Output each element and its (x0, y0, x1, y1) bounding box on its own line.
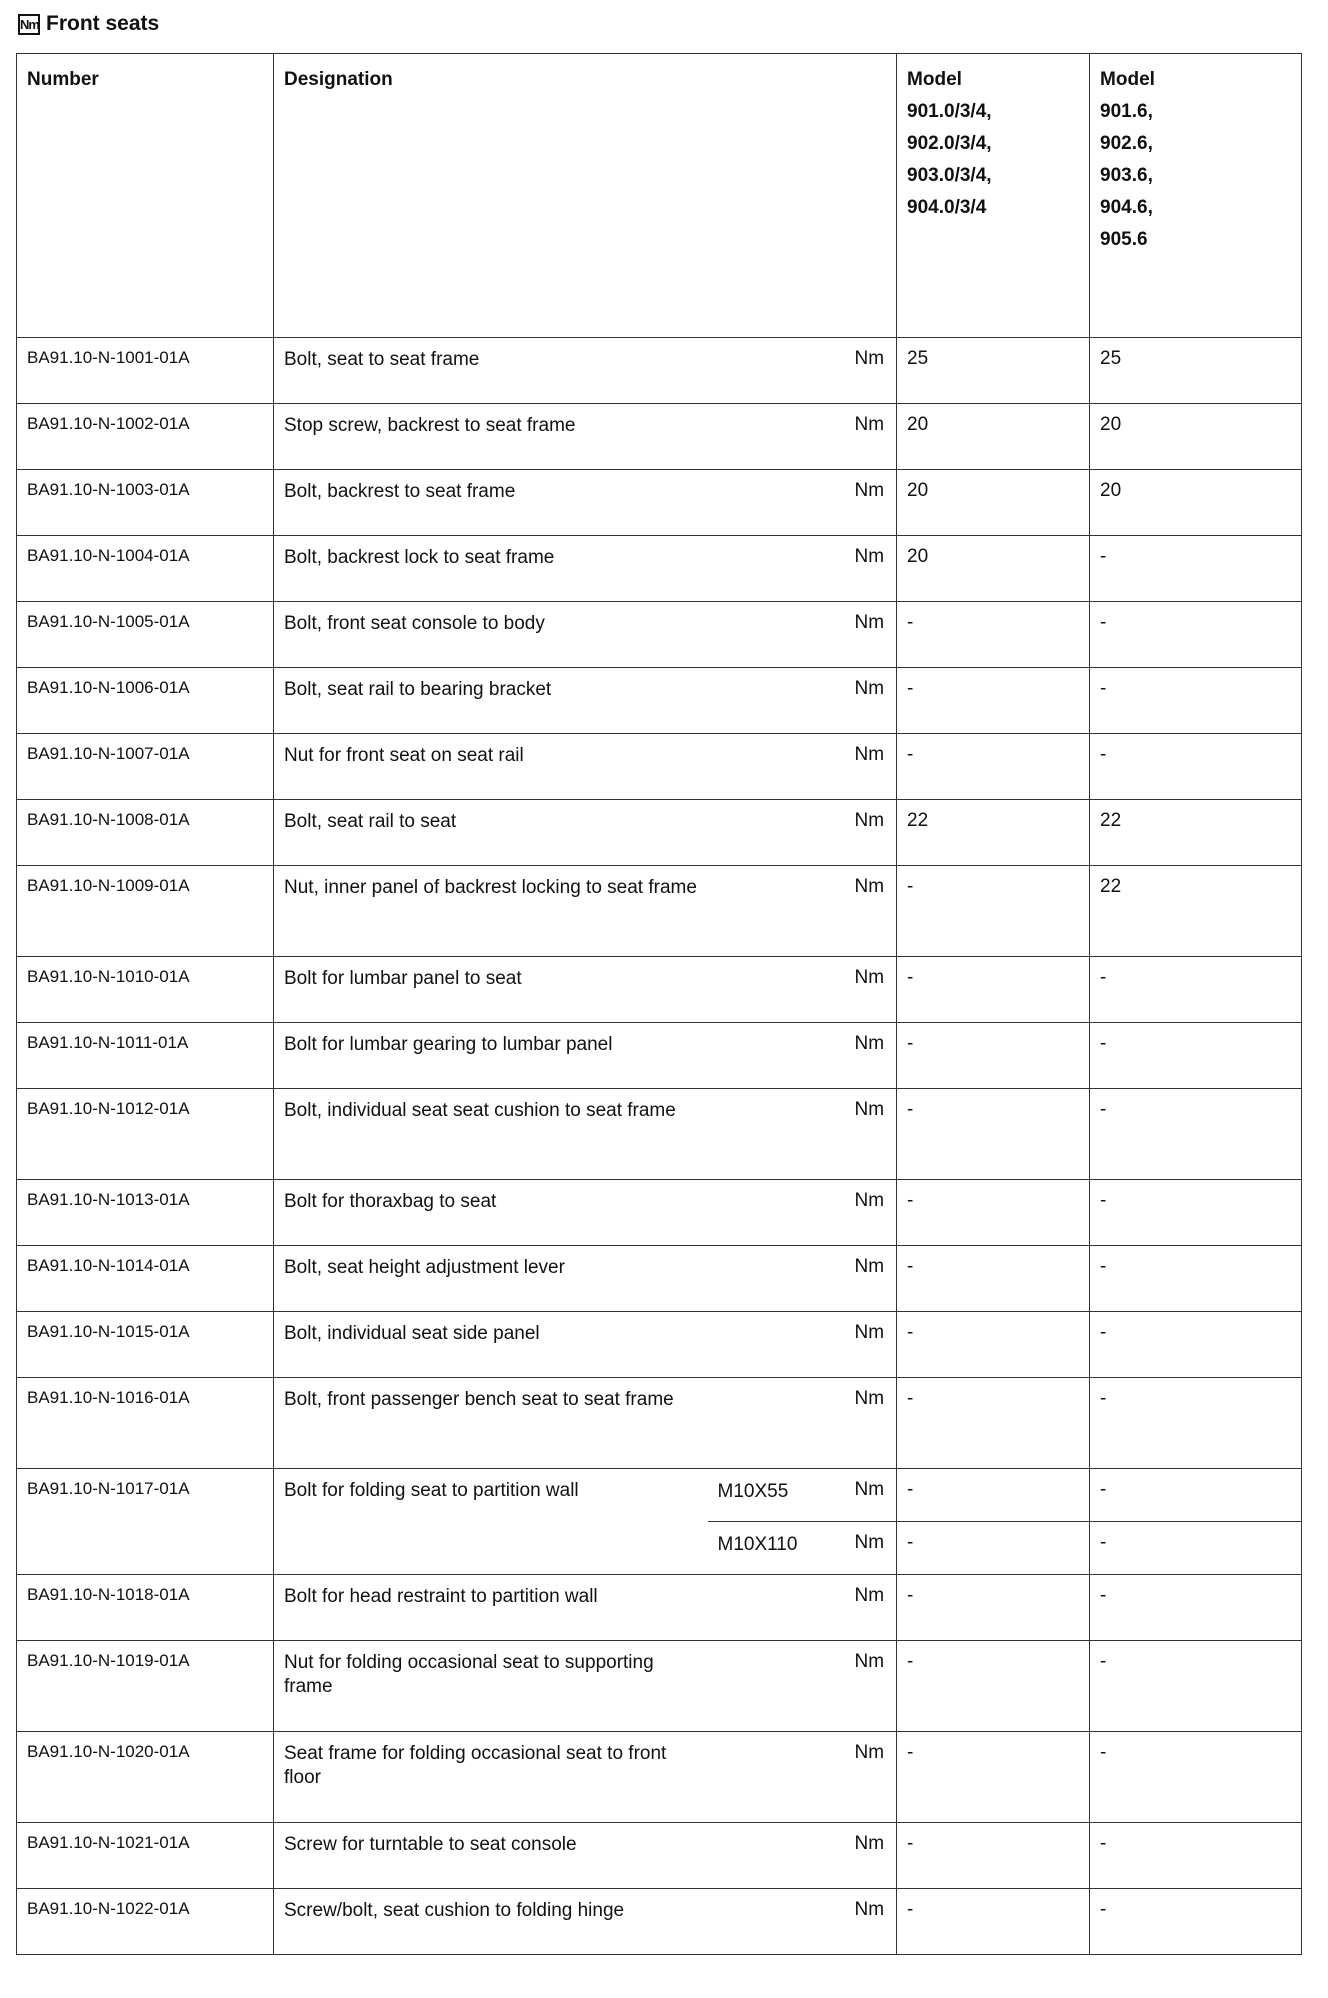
row-unit: Nm (817, 1522, 897, 1575)
row-unit: Nm (817, 338, 897, 404)
header-designation: Designation (274, 54, 897, 338)
table-row (17, 957, 1302, 1023)
row-size: M10X55 (708, 1469, 817, 1522)
row-model-1-value: - (897, 1732, 1090, 1823)
table-row (17, 800, 1302, 866)
row-designation: Bolt, backrest to seat frame (274, 470, 817, 536)
row-model-1-value: - (897, 1575, 1090, 1641)
table-row (17, 1312, 1302, 1378)
table-row (17, 1180, 1302, 1246)
row-model-2-value: - (1090, 1522, 1302, 1575)
row-model-1-value: - (897, 957, 1090, 1023)
row-model-1-value: - (897, 1023, 1090, 1089)
row-model-2-value: - (1090, 734, 1302, 800)
row-model-1-value: 22 (897, 800, 1090, 866)
row-number: BA91.10-N-1015-01A (17, 1312, 274, 1378)
table-row (17, 1023, 1302, 1089)
row-model-1-value: - (897, 1823, 1090, 1889)
table-row (17, 338, 1302, 404)
row-number: BA91.10-N-1010-01A (17, 957, 274, 1023)
row-model-2-value: - (1090, 1732, 1302, 1823)
row-model-2-value: - (1090, 1889, 1302, 1955)
row-designation: Bolt, seat height adjustment lever (274, 1246, 817, 1312)
row-designation: Bolt for head restraint to partition wall (274, 1575, 817, 1641)
row-model-2-value: 25 (1090, 338, 1302, 404)
row-number: BA91.10-N-1022-01A (17, 1889, 274, 1955)
row-model-2-value: - (1090, 1823, 1302, 1889)
row-unit: Nm (817, 866, 897, 957)
row-model-2-value: - (1090, 957, 1302, 1023)
row-unit: Nm (817, 1469, 897, 1522)
row-unit: Nm (817, 1089, 897, 1180)
row-unit: Nm (817, 1023, 897, 1089)
row-number: BA91.10-N-1018-01A (17, 1575, 274, 1641)
row-model-2-value: 22 (1090, 800, 1302, 866)
row-designation: Bolt for thoraxbag to seat (274, 1180, 817, 1246)
row-designation: Bolt, seat rail to bearing bracket (274, 668, 817, 734)
table-row (17, 1823, 1302, 1889)
row-model-2-value: - (1090, 536, 1302, 602)
row-unit: Nm (817, 1732, 897, 1823)
row-model-2-value: - (1090, 1469, 1302, 1522)
row-model-1-value: - (897, 668, 1090, 734)
row-number: BA91.10-N-1014-01A (17, 1246, 274, 1312)
row-unit: Nm (817, 800, 897, 866)
row-model-1-value: - (897, 866, 1090, 957)
row-designation: Bolt, front seat console to body (274, 602, 817, 668)
row-unit: Nm (817, 1889, 897, 1955)
row-designation: Bolt for folding seat to partition wall (274, 1469, 708, 1575)
row-model-2-value: - (1090, 602, 1302, 668)
row-unit: Nm (817, 957, 897, 1023)
row-number: BA91.10-N-1013-01A (17, 1180, 274, 1246)
row-number: BA91.10-N-1011-01A (17, 1023, 274, 1089)
row-model-2-value: - (1090, 1089, 1302, 1180)
row-designation: Bolt, front passenger bench seat to seat frame (274, 1378, 817, 1469)
row-model-1-value: - (897, 1246, 1090, 1312)
row-number: BA91.10-N-1001-01A (17, 338, 274, 404)
table-row (17, 1089, 1302, 1180)
row-designation: Bolt for lumbar gearing to lumbar panel (274, 1023, 817, 1089)
header-model-2: Model 901.6, 902.6, 903.6, 904.6, 905.6 (1090, 54, 1302, 338)
page-title: Front seats (46, 12, 160, 35)
row-number: BA91.10-N-1006-01A (17, 668, 274, 734)
row-unit: Nm (817, 1246, 897, 1312)
row-size: M10X110 (708, 1522, 817, 1575)
row-designation: Screw/bolt, seat cushion to folding hinge (274, 1889, 817, 1955)
row-unit: Nm (817, 602, 897, 668)
row-designation: Stop screw, backrest to seat frame (274, 404, 817, 470)
row-designation: Bolt, individual seat side panel (274, 1312, 817, 1378)
row-unit: Nm (817, 734, 897, 800)
row-model-2-value: - (1090, 1378, 1302, 1469)
page-header (18, 10, 159, 38)
row-unit: Nm (817, 404, 897, 470)
row-designation: Bolt, backrest lock to seat frame (274, 536, 817, 602)
row-model-1-value: - (897, 602, 1090, 668)
row-unit: Nm (817, 1180, 897, 1246)
row-model-2-value: - (1090, 1312, 1302, 1378)
row-model-1-value: - (897, 1522, 1090, 1575)
table-row (17, 734, 1302, 800)
row-model-1-value: - (897, 1641, 1090, 1732)
table-row (17, 668, 1302, 734)
table-row (17, 602, 1302, 668)
row-designation: Bolt, individual seat seat cushion to seat frame (274, 1089, 817, 1180)
table-row (17, 404, 1302, 470)
row-unit: Nm (817, 470, 897, 536)
row-number: BA91.10-N-1021-01A (17, 1823, 274, 1889)
row-number: BA91.10-N-1008-01A (17, 800, 274, 866)
row-designation: Bolt for lumbar panel to seat (274, 957, 817, 1023)
table-row (17, 536, 1302, 602)
row-number: BA91.10-N-1009-01A (17, 866, 274, 957)
row-model-2-value: 20 (1090, 470, 1302, 536)
row-unit: Nm (817, 1575, 897, 1641)
table-row (17, 1732, 1302, 1823)
row-designation: Bolt, seat rail to seat (274, 800, 817, 866)
row-unit: Nm (817, 1823, 897, 1889)
row-unit: Nm (817, 536, 897, 602)
table-row (17, 470, 1302, 536)
table-row (17, 866, 1302, 957)
row-number: BA91.10-N-1020-01A (17, 1732, 274, 1823)
row-model-1-value: - (897, 1469, 1090, 1522)
row-model-1-value: - (897, 734, 1090, 800)
row-model-2-value: - (1090, 668, 1302, 734)
row-unit: Nm (817, 1378, 897, 1469)
row-designation: Nut for folding occasional seat to supporting frame (274, 1641, 817, 1732)
row-designation: Seat frame for folding occasional seat to front floor (274, 1732, 817, 1823)
row-model-1-value: - (897, 1089, 1090, 1180)
table-row (17, 1575, 1302, 1641)
table-row (17, 1889, 1302, 1955)
row-designation: Nut for front seat on seat rail (274, 734, 817, 800)
row-model-1-value: 20 (897, 470, 1090, 536)
row-number: BA91.10-N-1012-01A (17, 1089, 274, 1180)
header-model-1: Model 901.0/3/4, 902.0/3/4, 903.0/3/4, 904.0/3/4 (897, 54, 1090, 338)
table-row (17, 1246, 1302, 1312)
row-model-2-value: 20 (1090, 404, 1302, 470)
row-unit: Nm (817, 1312, 897, 1378)
row-model-1-value: - (897, 1180, 1090, 1246)
row-model-1-value: 25 (897, 338, 1090, 404)
row-model-2-value: - (1090, 1641, 1302, 1732)
header-number: Number (17, 54, 274, 338)
row-number: BA91.10-N-1019-01A (17, 1641, 274, 1732)
row-unit: Nm (817, 668, 897, 734)
row-model-2-value: - (1090, 1575, 1302, 1641)
row-model-2-value: - (1090, 1180, 1302, 1246)
row-model-2-value: - (1090, 1023, 1302, 1089)
row-unit: Nm (817, 1641, 897, 1732)
row-model-2-value: - (1090, 1246, 1302, 1312)
row-designation: Nut, inner panel of backrest locking to seat frame (274, 866, 817, 957)
row-number: BA91.10-N-1003-01A (17, 470, 274, 536)
row-model-2-value: 22 (1090, 866, 1302, 957)
row-number: BA91.10-N-1016-01A (17, 1378, 274, 1469)
row-model-1-value: 20 (897, 536, 1090, 602)
row-number: BA91.10-N-1005-01A (17, 602, 274, 668)
table-header-row (17, 54, 1302, 338)
table-row (17, 1469, 1302, 1522)
torque-table (16, 53, 1302, 1955)
row-designation: Bolt, seat to seat frame (274, 338, 817, 404)
table-row (17, 1641, 1302, 1732)
row-number: BA91.10-N-1007-01A (17, 734, 274, 800)
row-model-1-value: 20 (897, 404, 1090, 470)
row-model-1-value: - (897, 1312, 1090, 1378)
table-row (17, 1378, 1302, 1469)
row-number: BA91.10-N-1002-01A (17, 404, 274, 470)
row-model-1-value: - (897, 1378, 1090, 1469)
row-designation: Screw for turntable to seat console (274, 1823, 817, 1889)
torque-unit-icon: Nm (18, 14, 40, 35)
row-model-1-value: - (897, 1889, 1090, 1955)
row-number: BA91.10-N-1017-01A (17, 1469, 274, 1575)
row-number: BA91.10-N-1004-01A (17, 536, 274, 602)
